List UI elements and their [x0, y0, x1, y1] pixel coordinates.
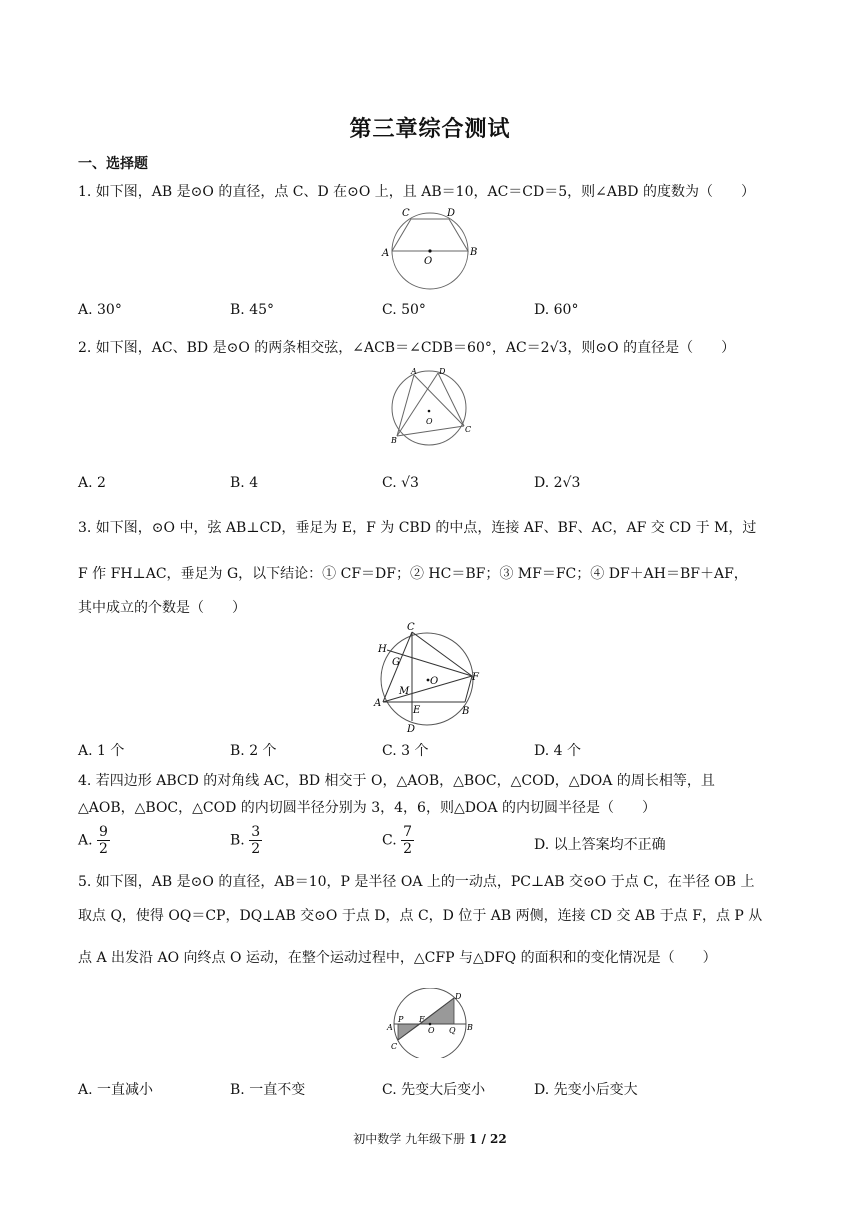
- q1-option-a[interactable]: A. 30°: [78, 302, 122, 318]
- page-footer: [0, 1130, 860, 1147]
- question-2-figure: [386, 366, 478, 452]
- q2-label-a: A: [411, 367, 417, 376]
- q2-label-o: O: [426, 417, 433, 426]
- q5-label-o: O: [428, 1026, 435, 1035]
- question-5-figure: [382, 988, 478, 1058]
- q2-label-b: B: [391, 436, 397, 445]
- q4-option-a-prefix: A.: [78, 832, 93, 849]
- q4-option-c-prefix: C.: [382, 832, 397, 849]
- question-3-line-3: 其中成立的个数是（ ）: [78, 600, 246, 616]
- q4-option-b[interactable]: [230, 824, 262, 857]
- page-number: 1 / 22: [468, 1132, 507, 1146]
- q5-option-c[interactable]: C. 先变大后变小: [382, 1082, 486, 1098]
- q1-label-c: C: [402, 208, 410, 219]
- section-heading: 一、选择题: [78, 156, 148, 172]
- q5-option-a[interactable]: A. 一直减小: [78, 1082, 154, 1098]
- q5-label-c: C: [391, 1042, 398, 1051]
- question-3-line-1: 3. 如下图，⊙O 中，弦 AB⊥CD，垂足为 E，F 为 CBD 的中点，连接 AF、BF、AC，AF 交 CD 于 M，过: [78, 520, 757, 536]
- q1-label-b: B: [470, 247, 478, 258]
- q4-option-a-fraction: [97, 824, 110, 857]
- q3-label-m: M: [399, 686, 410, 697]
- q1-label-d: D: [447, 208, 456, 219]
- q3-label-e: E: [413, 705, 421, 716]
- q2-option-b[interactable]: B. 4: [230, 475, 259, 491]
- q4-option-b-prefix: B.: [230, 832, 245, 849]
- q4-option-b-num: 3: [251, 824, 261, 840]
- q3-label-b: B: [462, 706, 470, 717]
- q4-option-a[interactable]: [78, 824, 110, 857]
- q5-label-a: A: [387, 1023, 393, 1032]
- page-title: 第三章综合测试: [349, 117, 511, 142]
- q3-option-a[interactable]: A. 1 个: [78, 743, 125, 759]
- question-5-line-1: 5. 如下图，AB 是⊙O 的直径，AB＝10，P 是半径 OA 上的一动点，PC⊥AB 交⊙O 于点 C，在半径 OB 上: [78, 874, 755, 890]
- q5-label-b: B: [467, 1023, 473, 1032]
- q1-option-b[interactable]: B. 45°: [230, 302, 275, 318]
- question-1-figure: [378, 203, 482, 295]
- q4-option-c-fraction: [401, 824, 414, 857]
- q5-option-b[interactable]: B. 一直不变: [230, 1082, 306, 1098]
- q5-label-p: P: [398, 1015, 404, 1024]
- question-5-line-2: 取点 Q，使得 OQ＝CP，DQ⊥AB 交⊙O 于点 D，点 C，D 位于 AB 两侧，连接 CD 交 AB 于点 F，点 P 从: [78, 908, 763, 924]
- q3-label-d: D: [407, 724, 416, 735]
- q3-label-o: O: [430, 676, 439, 687]
- q2-option-a[interactable]: A. 2: [78, 475, 106, 491]
- q3-option-b[interactable]: B. 2 个: [230, 743, 277, 759]
- q3-label-a: A: [374, 698, 382, 709]
- q3-label-f: F: [472, 672, 479, 683]
- q2-label-d: D: [439, 367, 446, 376]
- q1-label-a: A: [382, 248, 390, 259]
- q4-option-a-num: 9: [99, 824, 108, 840]
- q3-label-h: H: [378, 644, 387, 655]
- q3-label-c: C: [407, 622, 415, 633]
- q5-label-d: D: [455, 992, 462, 1001]
- q4-option-c-num: 7: [403, 824, 413, 840]
- q4-option-a-den: 2: [99, 841, 108, 857]
- q1-option-d[interactable]: D. 60°: [534, 302, 579, 318]
- question-4-line-2: △AOB，△BOC，△COD 的内切圆半径分别为 3，4，6，则△DOA 的内切圆半径是（ ）: [78, 800, 656, 816]
- q3-option-d[interactable]: D. 4 个: [534, 743, 581, 759]
- q2-label-c: C: [465, 425, 472, 434]
- q3-label-g: G: [392, 657, 400, 668]
- q4-option-b-fraction: [249, 824, 262, 857]
- q2-option-c[interactable]: C. √3: [382, 475, 419, 491]
- q4-option-d[interactable]: D. 以上答案均不正确: [534, 837, 666, 853]
- question-2-text: 2. 如下图，AC、BD 是⊙O 的两条相交弦，∠ACB＝∠CDB＝60°，AC＝2√3，则⊙O 的直径是（ ）: [78, 340, 736, 356]
- q2-option-d[interactable]: D. 2√3: [534, 475, 581, 491]
- q1-label-o: O: [424, 256, 433, 267]
- question-3-figure: [370, 618, 490, 736]
- question-5-line-3: 点 A 出发沿 AO 向终点 O 运动，在整个运动过程中，△CFP 与△DFQ 的面积和的变化情况是（ ）: [78, 950, 717, 966]
- q4-option-c-den: 2: [403, 841, 413, 857]
- question-4-options: [78, 824, 783, 864]
- q3-option-c[interactable]: C. 3 个: [382, 743, 429, 759]
- q4-option-b-den: 2: [251, 841, 261, 857]
- q1-option-c[interactable]: C. 50°: [382, 302, 426, 318]
- question-1-text: 1. 如下图，AB 是⊙O 的直径，点 C、D 在⊙O 上，且 AB＝10，AC＝CD＝5，则∠ABD 的度数为（ ）: [78, 184, 755, 200]
- q5-option-d[interactable]: D. 先变小后变大: [534, 1082, 638, 1098]
- q5-label-f: F: [419, 1015, 425, 1024]
- question-3-line-2: F 作 FH⊥AC，垂足为 G，以下结论：① CF＝DF；② HC＝BF；③ MF＝FC；④ DF＋AH＝BF＋AF，: [78, 566, 748, 582]
- q4-option-c[interactable]: [382, 824, 414, 857]
- question-4-line-1: 4. 若四边形 ABCD 的对角线 AC，BD 相交于 O，△AOB，△BOC，△COD，△DOA 的周长相等，且: [78, 773, 715, 789]
- q5-label-q: Q: [449, 1026, 456, 1035]
- footer-text: 初中数学 九年级下册: [353, 1132, 469, 1146]
